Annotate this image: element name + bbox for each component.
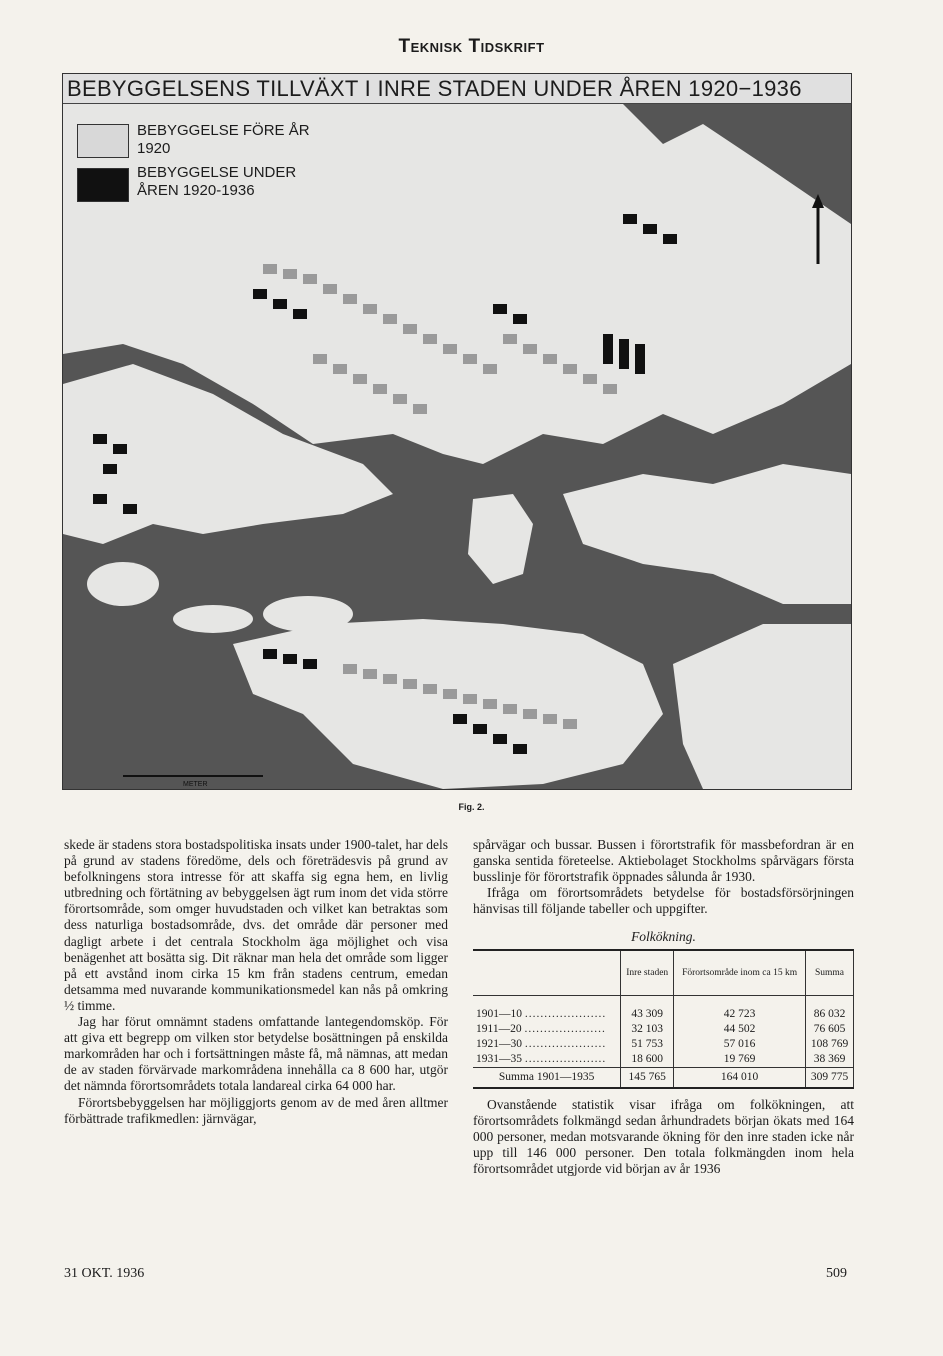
island-2	[173, 605, 253, 633]
left-column	[64, 837, 448, 1127]
map-legend	[71, 120, 321, 200]
legend-swatch-1920-1936	[77, 168, 129, 202]
table-cell: 57 016	[674, 1037, 806, 1052]
table-cell: 76 605	[806, 1022, 854, 1037]
scale-label: METER	[183, 781, 208, 788]
paragraph: Jag har förut omnämnt stadens omfattande lantegendomsköp. För att giva ett begrepp om vilken stor betydelse bosättningen på enskilda markområden har och i fortsättningen måste få, må nämnas, att medan de av staden förvärvade markområdena innehålla ca 8 600 har, utgör det nämnda förortsområdets totala landareal cirka 64 000 har.	[64, 1014, 448, 1094]
table-cell: 44 502	[674, 1022, 806, 1037]
table-row: 1931—35 ..................... 18 600 19 769 38 369	[473, 1052, 854, 1068]
footer-date: 31 OKT. 1936	[64, 1266, 145, 1281]
legend-label-pre-1920: BEBYGGELSE FÖRE ÅR 1920	[137, 122, 310, 157]
table-title: Folkökning.	[631, 929, 696, 945]
table-header-row	[473, 950, 854, 996]
row-period: 1931—35	[476, 1052, 522, 1065]
table-cell: 32 103	[621, 1022, 674, 1037]
island-1	[87, 562, 159, 606]
paragraph: spårvägar och bussar. Bussen i förortstrafik för massbefordran är en ganska sentida företeelse. Aktiebolaget Stockholms spårvägars första busslinje för förortstrafik öppnades sålunda år 1930.	[473, 837, 854, 885]
population-table	[473, 949, 854, 1089]
table-header-cell: Summa	[806, 950, 854, 996]
row-period: 1901—10	[476, 1007, 522, 1020]
table-header-cell: Förortsområde inom ca 15 km	[674, 950, 806, 996]
table-cell: 145 765	[621, 1067, 674, 1088]
total-label: Summa 1901—1935	[473, 1067, 621, 1088]
page-number: 509	[826, 1266, 847, 1281]
right-column	[473, 837, 854, 1177]
legend-swatch-pre-1920	[77, 124, 129, 158]
paragraph: Förortsbebyggelsen har möjliggjorts genom av de med åren alltmer förbättrade trafikmedlen: järnvägar,	[64, 1094, 448, 1126]
journal-header: Teknisk Tidskrift	[398, 36, 545, 57]
table-cell: 309 775	[806, 1067, 854, 1088]
table-cell: 38 369	[806, 1052, 854, 1068]
table-total-row	[473, 1067, 854, 1088]
table-cell: 108 769	[806, 1037, 854, 1052]
paragraph: Ovanstående statistik visar ifråga om folkökningen, att förortsområdets folkmängd sedan århundradets början ökats med 164 000 personer, medan motsvarande ökning för den inre staden icke når upp till 146 000 personer. Den totala folkmängden inom hela förortsområdet utgjorde vid början av år 1936	[473, 1096, 854, 1176]
row-period: 1911—20	[476, 1022, 522, 1035]
table-header-cell: Inre staden	[621, 950, 674, 996]
stockholm-map	[63, 104, 851, 789]
table-row: 1921—30 ..................... 51 753 57 016 108 769	[473, 1037, 854, 1052]
legend-label-1920-1936: BEBYGGELSE UNDER ÅREN 1920-1936	[137, 164, 297, 199]
figure-caption: Fig. 2.	[458, 802, 485, 812]
table-cell: 86 032	[806, 995, 854, 1022]
table-cell: 19 769	[674, 1052, 806, 1068]
table-row: 1901—10 ..................... 43 309 42 723 86 032	[473, 995, 854, 1022]
row-period: 1921—30	[476, 1037, 522, 1050]
paragraph: skede är stadens stora bostadspolitiska insats under 1900-talet, har dels på grund av stadens föredöme, dels och företrädesvis på grund av befolkningens stora intresse för att skaffa sig egna hem, en livlig utbredning och förtätning av bebyggelsen ägt rum inom det vida större förortsområde, som omger huvudstaden och vilket kan betraktas som dess naturliga bostadsområde, dvs. det område där personer med dagligt arbete i det centrala Stockholm äga möjlighet och visa benägenhet att bosätta sig. Dit räknar man hela det område som ligger på ett avstånd inom cirka 15 km från stadens centrum, emedan detsamma med nuvarande kommunikationsmedel kan nås på omkring ½ timme.	[64, 837, 448, 1013]
table-cell: 43 309	[621, 995, 674, 1022]
table-row: 1911—20 ..................... 32 103 44 502 76 605	[473, 1022, 854, 1037]
table-cell: 51 753	[621, 1037, 674, 1052]
table-cell: 18 600	[621, 1052, 674, 1068]
table-cell: 164 010	[674, 1067, 806, 1088]
map-title: BEBYGGELSENS TILLVÄXT I INRE STADEN UNDER ÅREN 1920−1936	[63, 74, 851, 104]
table-header-blank	[473, 950, 621, 996]
map-figure	[62, 73, 852, 790]
paragraph: Ifråga om förortsområdets betydelse för bostadsförsörjningen hänvisas till följande tabeller och uppgifter.	[473, 885, 854, 917]
table-cell: 42 723	[674, 995, 806, 1022]
